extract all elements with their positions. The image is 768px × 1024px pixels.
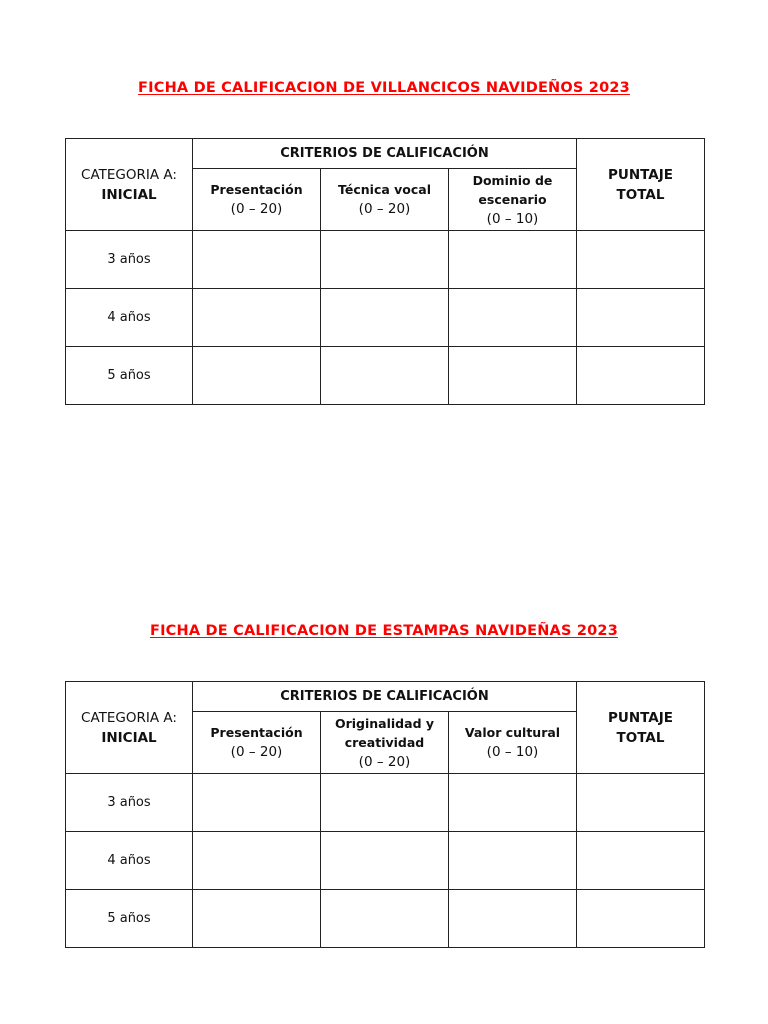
score-cell[interactable] [321,890,449,948]
category-cell [66,139,193,231]
score-cell[interactable] [449,832,577,890]
age-label: 4 años [66,832,193,890]
criterion-name: creatividad [344,734,425,750]
criteria-header: CRITERIOS DE CALIFICACIÓN [193,139,577,169]
score-cell[interactable] [193,832,321,890]
category-cell [66,682,193,774]
criterion-name: Dominio de [472,172,553,188]
score-cell[interactable] [449,289,577,347]
age-label: 4 años [66,289,193,347]
criterion-range: (0 – 20) [358,201,411,217]
score-cell[interactable] [321,289,449,347]
age-label: 3 años [66,774,193,832]
criterion-header [321,712,449,774]
table-row [66,289,705,347]
criterion-header [449,169,577,231]
score-cell[interactable] [321,774,449,832]
sheet-title-estampas: FICHA DE CALIFICACION DE ESTAMPAS NAVIDEÑAS 2023 [149,623,619,639]
total-cell[interactable] [577,347,705,405]
criterion-name: Presentación [210,725,303,740]
score-cell[interactable] [321,832,449,890]
category-label: CATEGORIA A: [81,709,177,726]
criterion-name: Presentación [210,182,303,197]
score-cell[interactable] [321,347,449,405]
category-label: CATEGORIA A: [81,166,177,183]
total-cell[interactable] [577,774,705,832]
score-cell[interactable] [193,231,321,289]
score-cell[interactable] [193,347,321,405]
category-value: INICIAL [101,186,157,203]
total-cell[interactable] [577,890,705,948]
table-row [66,231,705,289]
score-cell[interactable] [321,231,449,289]
rubric-table-villancicos [65,138,705,405]
criterion-range: (0 – 20) [358,753,411,770]
table-row [66,832,705,890]
total-header: PUNTAJE TOTAL [577,682,705,774]
sheet-title-villancicos: FICHA DE CALIFICACION DE VILLANCICOS NAVIDEÑOS 2023 [138,80,630,96]
total-cell[interactable] [577,832,705,890]
criterion-header [193,169,321,231]
table-row [66,347,705,405]
age-label: 5 años [66,347,193,405]
rubric-table-estampas [65,681,705,948]
criteria-header: CRITERIOS DE CALIFICACIÓN [193,682,577,712]
score-cell[interactable] [449,347,577,405]
score-cell[interactable] [193,289,321,347]
total-header: PUNTAJE TOTAL [577,139,705,231]
table-row [66,890,705,948]
table-row [66,774,705,832]
criterion-name: Valor cultural [464,725,561,740]
score-cell[interactable] [193,890,321,948]
score-cell[interactable] [449,774,577,832]
criterion-range: (0 – 10) [486,210,539,227]
total-cell[interactable] [577,289,705,347]
criterion-header [193,712,321,774]
criterion-range: (0 – 10) [486,744,539,760]
age-label: 3 años [66,231,193,289]
criterion-name: escenario [478,191,547,207]
score-cell[interactable] [449,231,577,289]
score-cell[interactable] [449,890,577,948]
criterion-header [449,712,577,774]
total-cell[interactable] [577,231,705,289]
criterion-range: (0 – 20) [230,201,283,217]
criterion-range: (0 – 20) [230,744,283,760]
score-cell[interactable] [193,774,321,832]
age-label: 5 años [66,890,193,948]
criterion-name: Originalidad y [334,715,435,731]
category-value: INICIAL [101,729,157,746]
criterion-name: Técnica vocal [338,182,431,197]
criterion-header [321,169,449,231]
